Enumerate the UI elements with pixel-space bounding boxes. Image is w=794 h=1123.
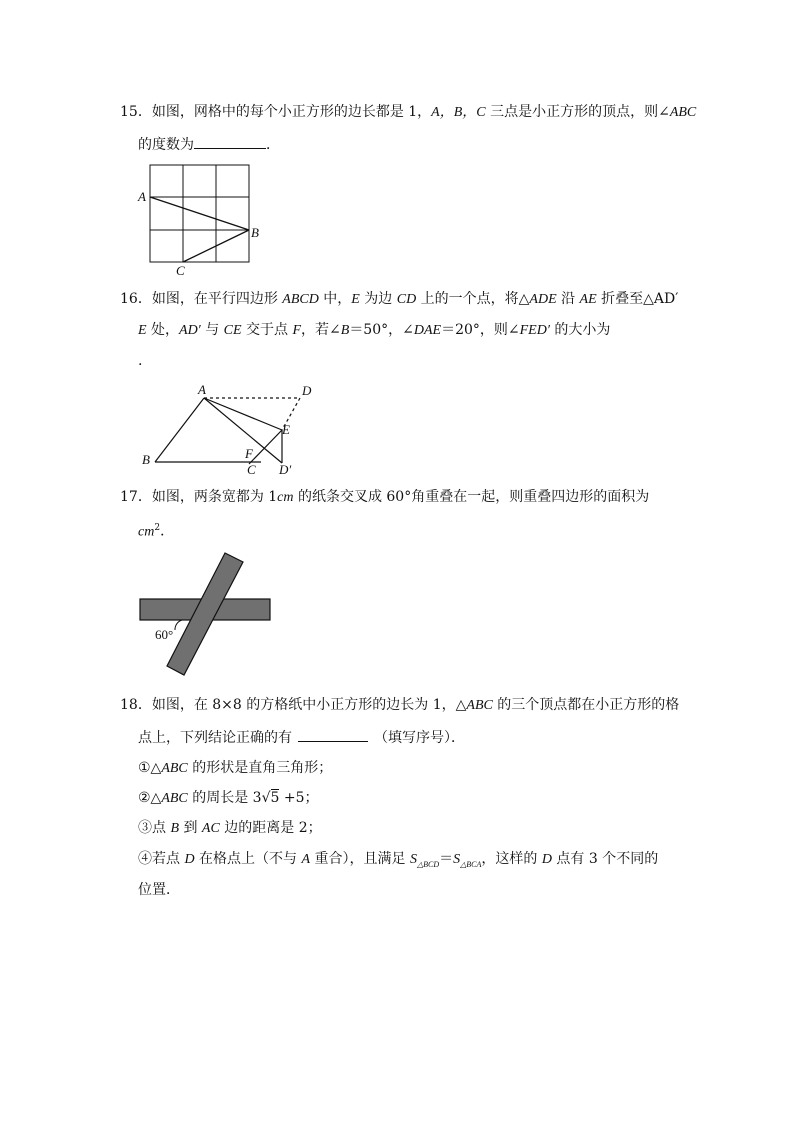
- q18-option-2: ②△ABC 的周长是 3√5 +5；: [138, 790, 319, 806]
- point-a-label: A: [138, 189, 146, 204]
- point-e-label: E: [282, 422, 290, 437]
- q16-line3: .: [138, 353, 143, 369]
- point-d-prime-label: D′: [279, 462, 292, 477]
- q18-line1: 18．如图，在 8×8 的方格纸中小正方形的边长为 1，△ABC 的三个顶点都在小正方形的格: [120, 697, 680, 713]
- q18-option-3: ③点 B 到 AC 边的距离是 2；: [138, 820, 322, 836]
- answer-blank[interactable]: [298, 727, 368, 742]
- point-d-label: D: [302, 383, 312, 398]
- sqrt-symbol: √: [261, 790, 271, 806]
- q18-option-1: ①△ABC 的形状是直角三角形；: [138, 760, 333, 776]
- q15-grid-figure: [130, 155, 260, 280]
- q17-line2: $cm^2$．: [138, 523, 175, 540]
- q17-paper-strips-figure: [132, 548, 282, 680]
- q16-parallelogram-figure: [132, 378, 332, 478]
- q16-line1: 16．如图，在平行四边形 ABCD 中，E 为边 CD 上的一个点，将△ADE 沿 AE 折叠至△AD′: [120, 291, 679, 307]
- q18-line2: 点上，下列结论正确的有 （填写序号）．: [138, 727, 465, 748]
- q16-line2: E 处，AD′ 与 CE 交于点 F，若∠B＝50°，∠DAE＝20°，则∠FED′ 的大小为: [138, 322, 611, 338]
- point-c-label: C: [176, 263, 185, 278]
- answer-blank[interactable]: [194, 134, 266, 149]
- q18-option-4-cont: 位置．: [138, 882, 180, 898]
- point-f-label: F: [245, 446, 253, 461]
- point-a-label: A: [198, 382, 206, 397]
- point-b-label: B: [142, 452, 150, 467]
- angle-label: 60°: [155, 627, 174, 642]
- q15-line1: 15．如图，网格中的每个小正方形的边长都是 1，A，B，C 三点是小正方形的顶点，则∠ABC: [120, 104, 697, 120]
- q18-option-4: ④若点 D 在格点上（不与 A 重合），且满足 $S_{\triangle BCD}=S_{\triangle BCA}$，这样的 D 点有 3 个不同的: [138, 851, 659, 869]
- q17-line1: 17．如图，两条宽都为 1cm 的纸条交叉成 60°角重叠在一起，则重叠四边形的面积为: [120, 489, 650, 505]
- point-c-label: C: [247, 462, 256, 477]
- point-b-label: B: [251, 225, 259, 240]
- q15-line2: 的度数为 ．: [138, 134, 280, 155]
